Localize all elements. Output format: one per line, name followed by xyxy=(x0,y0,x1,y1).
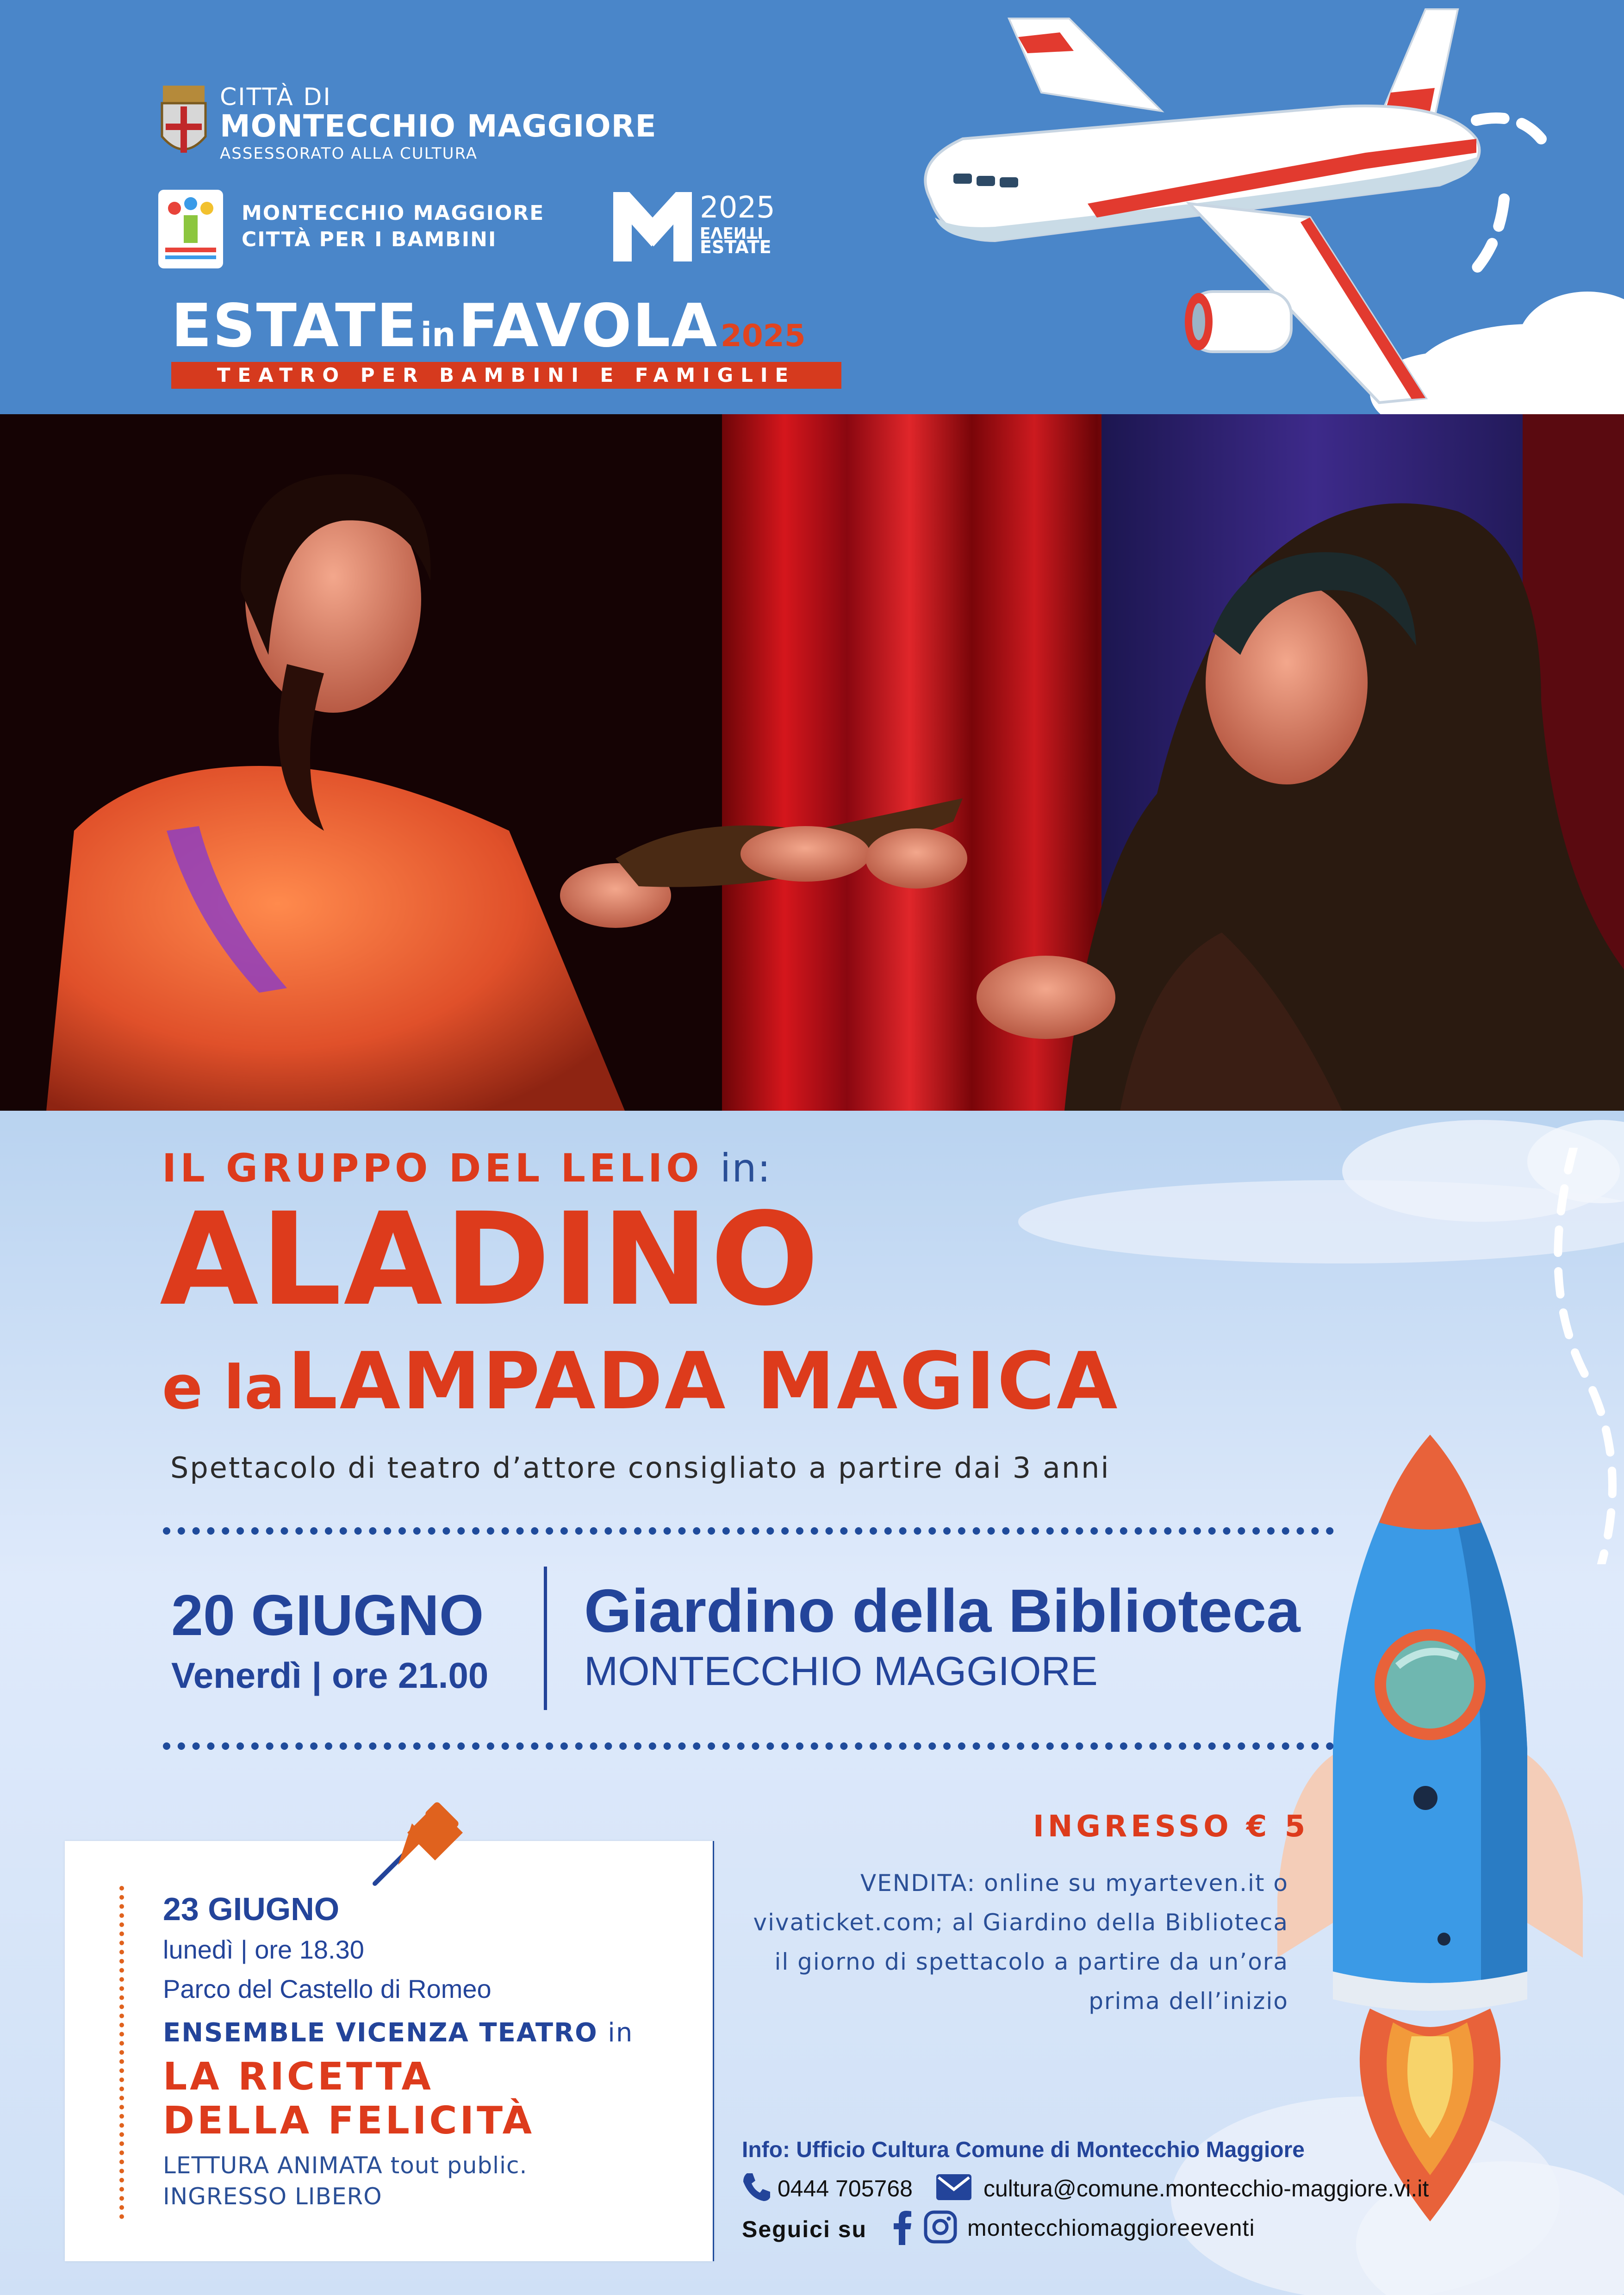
children-city-line1: MONTECCHIO MAGGIORE xyxy=(242,201,545,225)
airplane-icon xyxy=(902,0,1550,407)
estate-logo-eventi: EVENTI xyxy=(700,223,764,242)
ticket-sale-line2: vivaticket.com; al Giardino della Biblioteca xyxy=(753,1909,1288,1936)
main-company-suffix: in: xyxy=(720,1145,772,1191)
push-pin-icon xyxy=(356,1796,477,1888)
second-event-company-name: ENSEMBLE VICENZA TEATRO xyxy=(163,2018,598,2048)
main-company-name: IL GRUPPO DEL LELIO xyxy=(162,1145,703,1191)
main-company xyxy=(162,1145,772,1191)
phone-icon xyxy=(740,2171,773,2203)
header-banner xyxy=(0,0,1624,414)
main-title-subject: LAMPADA MAGICA xyxy=(287,1336,1120,1427)
main-title-line1: ALADINO xyxy=(160,1186,821,1334)
second-event-title-line1: LA RICETTA xyxy=(163,2055,434,2099)
festival-title-part1: ESTATE xyxy=(171,292,418,361)
main-title-connector: e la xyxy=(162,1352,285,1423)
email-address[interactable]: cultura@comune.montecchio-maggiore.vi.it xyxy=(983,2176,1429,2202)
second-event-note-line2: INGRESSO LIBERO xyxy=(163,2183,382,2210)
social-handle[interactable]: montecchiomaggioreeventi xyxy=(967,2215,1255,2241)
second-event-company-suffix: in xyxy=(608,2018,634,2048)
instagram-icon[interactable] xyxy=(923,2210,958,2244)
follow-label: Seguici su xyxy=(742,2216,867,2242)
main-date: 20 GIUGNO xyxy=(171,1584,484,1648)
festival-year: 2025 xyxy=(720,318,806,354)
facebook-icon[interactable] xyxy=(893,2210,912,2245)
festival-tagline: TEATRO PER BAMBINI E FAMIGLIE xyxy=(171,362,841,389)
ticket-sale-line3: il giorno di spettacolo a partire da un’ora xyxy=(774,1948,1288,1975)
festival-title-in: in xyxy=(420,315,456,354)
department-label: ASSESSORATO ALLA CULTURA xyxy=(220,144,478,163)
festival-title xyxy=(171,292,806,361)
stage-photo xyxy=(0,414,1624,1111)
estate-logo-year: 2025 xyxy=(700,191,775,225)
second-event-note-line1: LETTURA ANIMATA tout public. xyxy=(163,2152,528,2179)
festival-title-part2: FAVOLA xyxy=(458,292,718,361)
estate-eventi-logo-icon xyxy=(611,190,694,264)
info-label: Info xyxy=(742,2138,783,2162)
second-event-place: Parco del Castello di Romeo xyxy=(163,1974,492,2003)
vertical-divider xyxy=(544,1567,547,1710)
ticket-sale-line1: VENDITA: online su myarteven.it o xyxy=(860,1870,1288,1897)
coat-of-arms-icon xyxy=(158,86,209,164)
second-event-company xyxy=(163,2018,633,2048)
mail-icon xyxy=(935,2173,973,2202)
phone-number[interactable]: 0444 705768 xyxy=(778,2176,913,2202)
children-city-line2: CITTÀ PER I BAMBINI xyxy=(242,228,497,251)
dotted-divider xyxy=(163,1742,1334,1750)
children-city-logo-icon xyxy=(158,190,223,268)
ticket-price: INGRESSO € 5 xyxy=(1033,1810,1309,1844)
second-event-card xyxy=(65,1841,714,2261)
info-office: : Ufficio Cultura Comune di Montecchio Maggiore xyxy=(782,2138,1305,2162)
main-day-time: Venerdì | ore 21.00 xyxy=(171,1655,489,1696)
city-prefix: CITTÀ DI xyxy=(220,83,332,111)
main-title-line2 xyxy=(162,1336,1120,1427)
dotted-accent xyxy=(119,1886,124,2219)
rocket-icon xyxy=(1259,1425,1611,2221)
second-event-date: 23 GIUGNO xyxy=(163,1891,340,1927)
second-event-day-time: lunedì | ore 18.30 xyxy=(163,1935,364,1964)
city-name: MONTECCHIO MAGGIORE xyxy=(220,108,657,144)
ticket-sale-line4: prima dell’inizio xyxy=(1089,1988,1288,2015)
main-city: MONTECCHIO MAGGIORE xyxy=(584,1648,1098,1694)
main-subtitle: Spettacolo di teatro d’attore consigliato a partire dai 3 anni xyxy=(170,1451,1110,1485)
estate-logo-estate: ESTATE xyxy=(700,237,772,257)
info-line xyxy=(742,2137,1305,2163)
second-event-title-line2: DELLA FELICITÀ xyxy=(163,2099,535,2143)
dotted-divider xyxy=(163,1527,1334,1535)
main-venue: Giardino della Biblioteca xyxy=(584,1577,1300,1645)
